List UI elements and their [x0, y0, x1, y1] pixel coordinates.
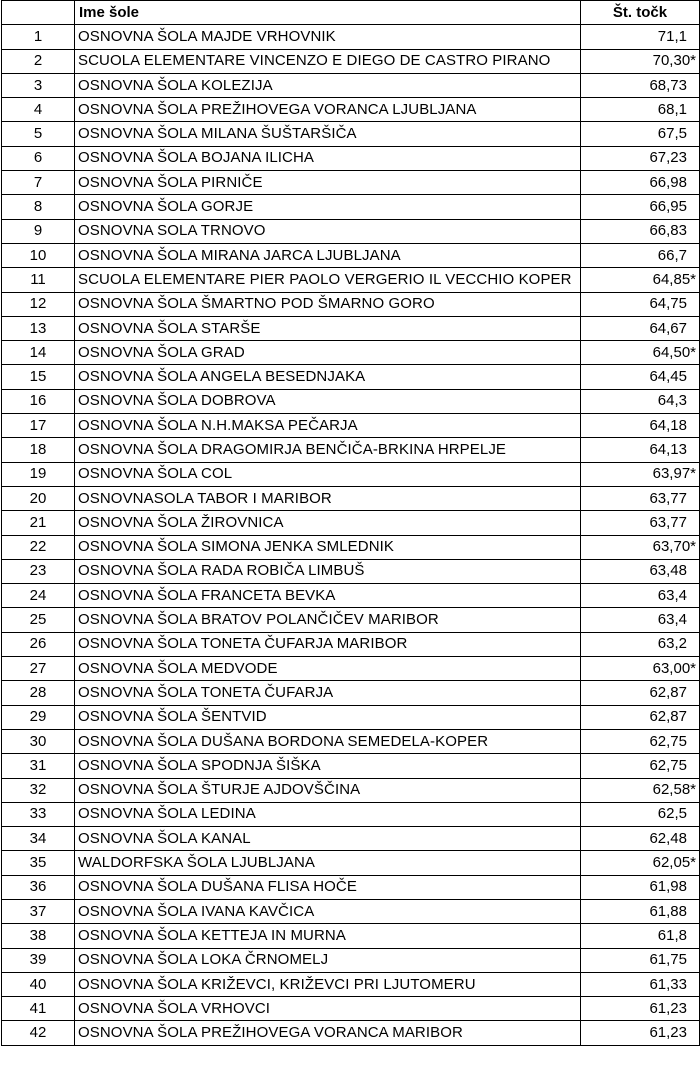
table-row	[2, 73, 700, 97]
table-row	[2, 341, 700, 365]
row-number: 16	[2, 389, 75, 413]
school-name: OSNOVNA ŠOLA DUŠANA FLISA HOČE	[75, 875, 581, 899]
row-number: 9	[2, 219, 75, 243]
row-number: 14	[2, 341, 75, 365]
table-row	[2, 681, 700, 705]
table-row	[2, 875, 700, 899]
school-name: OSNOVNA ŠOLA ŠMARTNO POD ŠMARNO GORO	[75, 292, 581, 316]
table-row	[2, 122, 700, 146]
points-value: 63,77	[581, 486, 700, 510]
row-number: 35	[2, 851, 75, 875]
row-number: 15	[2, 365, 75, 389]
points-value: 66,98	[581, 171, 700, 195]
table-row	[2, 559, 700, 583]
points-value: 64,13	[581, 438, 700, 462]
school-name: OSNOVNA ŠOLA KOLEZIJA	[75, 73, 581, 97]
row-number: 33	[2, 802, 75, 826]
table-row	[2, 462, 700, 486]
table-row	[2, 535, 700, 559]
school-name: OSNOVNA ŠOLA GRAD	[75, 341, 581, 365]
school-name: OSNOVNA ŠOLA LOKA ČRNOMELJ	[75, 948, 581, 972]
school-name: OSNOVNA ŠOLA FRANCETA BEVKA	[75, 584, 581, 608]
school-name: OSNOVNA ŠOLA ŠTURJE AJDOVŠČINA	[75, 778, 581, 802]
table-row	[2, 584, 700, 608]
school-name: OSNOVNA ŠOLA KETTEJA IN MURNA	[75, 924, 581, 948]
school-name: OSNOVNA ŠOLA BRATOV POLANČIČEV MARIBOR	[75, 608, 581, 632]
points-value: 64,45	[581, 365, 700, 389]
school-name: OSNOVNA ŠOLA GORJE	[75, 195, 581, 219]
points-value: 64,3	[581, 389, 700, 413]
row-number: 11	[2, 268, 75, 292]
points-value: 62,75	[581, 754, 700, 778]
points-value: 63,4	[581, 608, 700, 632]
school-name: OSNOVNA ŠOLA SPODNJA ŠIŠKA	[75, 754, 581, 778]
points-value: 70,30*	[581, 49, 700, 73]
school-name: SCUOLA ELEMENTARE VINCENZO E DIEGO DE CASTRO PIRANO	[75, 49, 581, 73]
table-row	[2, 924, 700, 948]
row-number: 20	[2, 486, 75, 510]
points-value: 64,75	[581, 292, 700, 316]
school-name: OSNOVNA ŠOLA PREŽIHOVEGA VORANCA LJUBLJANA	[75, 98, 581, 122]
school-name: OSNOVNA ŠOLA STARŠE	[75, 316, 581, 340]
school-name: OSNOVNA ŠOLA TONETA ČUFARJA MARIBOR	[75, 632, 581, 656]
points-value: 62,75	[581, 729, 700, 753]
row-number: 38	[2, 924, 75, 948]
table-row	[2, 438, 700, 462]
table-row	[2, 948, 700, 972]
school-name: OSNOVNA ŠOLA COL	[75, 462, 581, 486]
points-value: 66,7	[581, 243, 700, 267]
table-row	[2, 268, 700, 292]
school-name: OSNOVNA ŠOLA ANGELA BESEDNJAKA	[75, 365, 581, 389]
row-number: 28	[2, 681, 75, 705]
school-name: OSNOVNA ŠOLA KRIŽEVCI, KRIŽEVCI PRI LJUTOMERU	[75, 972, 581, 996]
school-name: OSNOVNA ŠOLA DRAGOMIRJA BENČIČA-BRKINA HRPELJE	[75, 438, 581, 462]
table-row	[2, 316, 700, 340]
row-number: 6	[2, 146, 75, 170]
row-number: 31	[2, 754, 75, 778]
school-name: OSNOVNA ŠOLA TONETA ČUFARJA	[75, 681, 581, 705]
row-number: 34	[2, 827, 75, 851]
school-name: OSNOVNA ŠOLA LEDINA	[75, 802, 581, 826]
row-number: 24	[2, 584, 75, 608]
points-value: 61,75	[581, 948, 700, 972]
points-value: 61,33	[581, 972, 700, 996]
table-row	[2, 195, 700, 219]
points-value: 68,73	[581, 73, 700, 97]
row-number: 36	[2, 875, 75, 899]
row-number: 42	[2, 1021, 75, 1045]
points-value: 63,4	[581, 584, 700, 608]
table-row	[2, 292, 700, 316]
points-value: 61,8	[581, 924, 700, 948]
points-value: 62,5	[581, 802, 700, 826]
points-value: 63,00*	[581, 657, 700, 681]
points-value: 66,95	[581, 195, 700, 219]
table-row	[2, 827, 700, 851]
points-value: 64,50*	[581, 341, 700, 365]
row-number: 10	[2, 243, 75, 267]
school-name: OSNOVNA ŠOLA MEDVODE	[75, 657, 581, 681]
row-number: 3	[2, 73, 75, 97]
points-value: 62,87	[581, 705, 700, 729]
row-number: 39	[2, 948, 75, 972]
points-value: 61,23	[581, 1021, 700, 1045]
points-value: 67,23	[581, 146, 700, 170]
school-name: OSNOVNA ŠOLA DUŠANA BORDONA SEMEDELA-KOPER	[75, 729, 581, 753]
row-number: 2	[2, 49, 75, 73]
school-name: SCUOLA ELEMENTARE PIER PAOLO VERGERIO IL VECCHIO KOPER	[75, 268, 581, 292]
row-number: 8	[2, 195, 75, 219]
points-value: 62,58*	[581, 778, 700, 802]
row-number: 1	[2, 25, 75, 49]
school-name: OSNOVNA ŠOLA IVANA KAVČICA	[75, 899, 581, 923]
school-name: WALDORFSKA ŠOLA LJUBLJANA	[75, 851, 581, 875]
points-value: 67,5	[581, 122, 700, 146]
table-row	[2, 754, 700, 778]
header-school-name: Ime šole	[75, 1, 581, 25]
row-number: 32	[2, 778, 75, 802]
school-name: OSNOVNASOLA TABOR I MARIBOR	[75, 486, 581, 510]
school-name: OSNOVNA ŠOLA DOBROVA	[75, 389, 581, 413]
points-value: 63,2	[581, 632, 700, 656]
school-name: OSNOVNA ŠOLA VRHOVCI	[75, 997, 581, 1021]
table-row	[2, 389, 700, 413]
table-row	[2, 972, 700, 996]
school-name: OSNOVNA ŠOLA KANAL	[75, 827, 581, 851]
table-row	[2, 1021, 700, 1045]
school-name: OSNOVNA SOLA TRNOVO	[75, 219, 581, 243]
row-number: 13	[2, 316, 75, 340]
table-row	[2, 486, 700, 510]
points-value: 63,97*	[581, 462, 700, 486]
school-name: OSNOVNA ŠOLA RADA ROBIČA LIMBUŠ	[75, 559, 581, 583]
table-row	[2, 802, 700, 826]
table-row	[2, 243, 700, 267]
points-value: 71,1	[581, 25, 700, 49]
school-name: OSNOVNA ŠOLA ŠENTVID	[75, 705, 581, 729]
points-value: 63,48	[581, 559, 700, 583]
points-value: 66,83	[581, 219, 700, 243]
row-number: 4	[2, 98, 75, 122]
table-row	[2, 657, 700, 681]
table-row	[2, 632, 700, 656]
header-row	[2, 1, 700, 25]
row-number: 18	[2, 438, 75, 462]
points-value: 62,87	[581, 681, 700, 705]
row-number: 41	[2, 997, 75, 1021]
table-row	[2, 49, 700, 73]
header-points: Št. točk	[581, 1, 700, 25]
table-row	[2, 146, 700, 170]
row-number: 30	[2, 729, 75, 753]
row-number: 40	[2, 972, 75, 996]
school-name: OSNOVNA ŠOLA MILANA ŠUŠTARŠIČA	[75, 122, 581, 146]
row-number: 27	[2, 657, 75, 681]
table-row	[2, 851, 700, 875]
row-number: 21	[2, 511, 75, 535]
school-name: OSNOVNA ŠOLA BOJANA ILICHA	[75, 146, 581, 170]
school-ranking-table	[1, 0, 700, 1046]
table-row	[2, 219, 700, 243]
table-row	[2, 899, 700, 923]
row-number: 37	[2, 899, 75, 923]
school-name: OSNOVNA ŠOLA ŽIROVNICA	[75, 511, 581, 535]
school-name: OSNOVNA ŠOLA MAJDE VRHOVNIK	[75, 25, 581, 49]
school-name: OSNOVNA ŠOLA MIRANA JARCA LJUBLJANA	[75, 243, 581, 267]
points-value: 61,23	[581, 997, 700, 1021]
school-name: OSNOVNA ŠOLA PIRNIČE	[75, 171, 581, 195]
table-row	[2, 25, 700, 49]
row-number: 23	[2, 559, 75, 583]
header-number	[2, 1, 75, 25]
row-number: 22	[2, 535, 75, 559]
school-name: OSNOVNA ŠOLA PREŽIHOVEGA VORANCA MARIBOR	[75, 1021, 581, 1045]
points-value: 63,70*	[581, 535, 700, 559]
points-value: 61,88	[581, 899, 700, 923]
table-body	[2, 25, 700, 1045]
table-row	[2, 608, 700, 632]
points-value: 64,18	[581, 414, 700, 438]
row-number: 19	[2, 462, 75, 486]
points-value: 64,67	[581, 316, 700, 340]
table-row	[2, 171, 700, 195]
row-number: 5	[2, 122, 75, 146]
points-value: 64,85*	[581, 268, 700, 292]
table-row	[2, 778, 700, 802]
table-row	[2, 365, 700, 389]
points-value: 63,77	[581, 511, 700, 535]
row-number: 17	[2, 414, 75, 438]
table-row	[2, 98, 700, 122]
school-name: OSNOVNA ŠOLA SIMONA JENKA SMLEDNIK	[75, 535, 581, 559]
table-row	[2, 705, 700, 729]
table-row	[2, 414, 700, 438]
points-value: 68,1	[581, 98, 700, 122]
points-value: 62,05*	[581, 851, 700, 875]
table-row	[2, 511, 700, 535]
row-number: 7	[2, 171, 75, 195]
points-value: 62,48	[581, 827, 700, 851]
row-number: 12	[2, 292, 75, 316]
row-number: 25	[2, 608, 75, 632]
table-row	[2, 729, 700, 753]
table-row	[2, 997, 700, 1021]
row-number: 26	[2, 632, 75, 656]
school-name: OSNOVNA ŠOLA N.H.MAKSA PEČARJA	[75, 414, 581, 438]
row-number: 29	[2, 705, 75, 729]
points-value: 61,98	[581, 875, 700, 899]
